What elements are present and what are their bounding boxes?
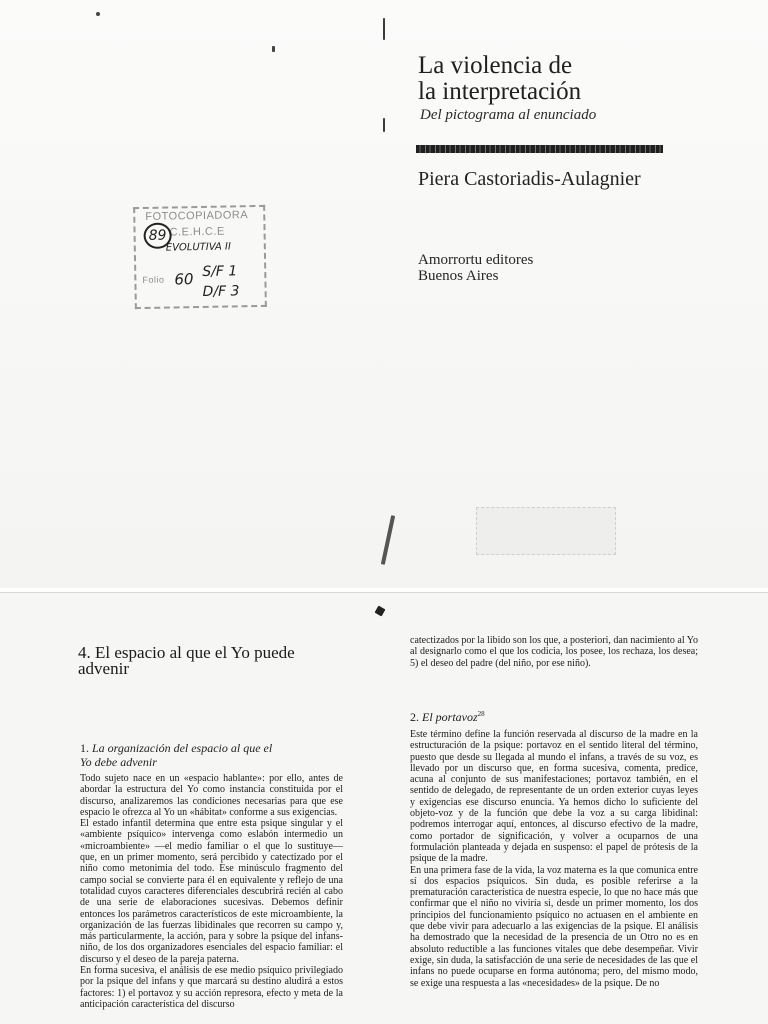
- left-body-text: [80, 773, 343, 1010]
- book-title-line-2: la interpretación: [418, 78, 582, 105]
- text-spread-sheet: [0, 592, 768, 1024]
- left-page: [0, 593, 384, 1024]
- faded-label: [476, 507, 616, 555]
- binding-mark: [383, 18, 385, 40]
- footnote-ref: 28: [477, 710, 485, 718]
- paragraph: El estado infantil determina que entre esta psique singular y el «ambiente psíquico» intervenga como eslabón intermedio un «microambiente» —el medio familiar o el que lo sustituye— que, en un primer momento, será percibido y catectizado por el niño como metonimia del todo. Ese minúsculo fragmento del campo social se convierte para él en equivalente y reflejo de una totalidad cuyos caracteres diferenciales descubrirá recién al cabo de una serie de elaboraciones sucesivas. Debemos definir entonces los parámetros característicos de este microambiente, la organización de las fuerzas libidinales que recorren su campo y, más particularmente, la acción, para y sobre la psique del infans-niño, de los dos organizadores esenciales del espacio familiar: el discurso y el deseo de la pareja paterna.: [80, 818, 343, 965]
- photocopy-stamp: [133, 205, 267, 309]
- section-2-number: 2.: [410, 710, 419, 724]
- book-subtitle: Del pictograma al enunciado: [420, 107, 597, 123]
- section-1-heading: [80, 741, 280, 769]
- paragraph: Todo sujeto nace en un «espacio hablante»: por ello, antes de abordar la estructura del Yo como instancia constituida por el discurso, analizaremos las condiciones necesarias para que ese espacio le ofrezca al Yo un «hábitat» conforme a sus exigencias.: [80, 773, 343, 818]
- stamp-org: FOTOCOPIADORA: [145, 209, 249, 223]
- section-1-number: 1.: [80, 741, 89, 755]
- section-1-title: La organización del espacio al que el Yo debe advenir: [80, 741, 273, 769]
- book-title-line-1: La violencia de: [418, 52, 573, 79]
- chapter-title: 4. El espacio al que el Yo puede advenir: [78, 643, 295, 678]
- section-2-heading: [410, 710, 485, 725]
- stamp-handwritten-number: 89: [143, 222, 171, 248]
- binding-mark: [383, 118, 385, 132]
- right-top-paragraph: catectizados por la libido son los que, a posteriori, dan nacimiento al Yo al designarlo como el que los codicia, los posee, los rechaza, los desea; 5) el deseo del padre (del niño, por ese niño).: [410, 635, 698, 669]
- stamp-institution: C.E.H.C.E: [169, 225, 225, 239]
- author-name: Piera Castoriadis-Aulagnier: [418, 168, 641, 190]
- paragraph: En una primera fase de la vida, la voz materna es la que comunica entre sí dos espacios psíquicos. Sin duda, es posible referirse a la prematuración característica de nuestra especie, lo que no hace más que confirmar que el niño no viviría si, desde un primer momento, los dos principios del funcionamiento psíquico no actuasen en el ambiente en que debe vivir para adecuarlo a las exigencias de la psique. El análisis ha demostrado que la necesidad de la presencia de un Otro no es en absoluto reductible a las funciones vitales que debe desempeñar. Vivir exige, sin duda, la satisfacción de una serie de necesidades de las que el infans no puede ocuparse en forma autónoma; pero, del mismo modo, se exige una respuesta a las «necesidades» de la psique. De no: [410, 864, 698, 989]
- stamp-handwritten-code-1: S/F 1: [202, 263, 238, 280]
- stamp-folio-label: Folio: [142, 274, 165, 286]
- stamp-handwritten-course: EVOLUTIVA II: [165, 241, 231, 254]
- title-rule: [416, 145, 663, 153]
- publisher-city: Buenos Aires: [418, 268, 499, 284]
- publisher-name: Amorrortu editores: [418, 252, 534, 268]
- scan-speck: [96, 12, 100, 16]
- stamp-handwritten-folio: 60: [174, 270, 194, 289]
- paragraph: Este término define la función reservada al discurso de la madre en la estructuración de la psique: portavoz en el sentido literal del término, puesto que desde su llegada al mundo el infans, a través de su voz, es llevado por un discurso que, en forma sucesiva, comenta, predice, acuna al conjunto de sus manifestaciones; portavoz también, en el sentido de delegado, de representante de un orden exterior cuyas leyes y exigencias ese discurso enuncia. Ya hemos dicho lo suficiente del objeto-voz y de la función que debe la voz a su carga libidinal: podremos interrogar aquí, entonces, al discurso efectivo de la madre, como portador de significación, y volver a ocuparnos de una formulación planteada y dejada en suspenso: el papel de prótesis de la psique de la madre.: [410, 729, 698, 865]
- stamp-handwritten-code-2: D/F 3: [202, 283, 240, 300]
- paragraph: En forma sucesiva, el análisis de ese medio psíquico privilegiado por la psique del infans y que marcará su destino aludirá a estos factores: 1) el portavoz y su acción represora, efecto y meta de la anticipación característica del discurso: [80, 965, 343, 1010]
- binding-mark: [381, 515, 395, 565]
- right-body-text: [410, 729, 698, 989]
- section-2-title: El portavoz: [422, 710, 478, 724]
- scan-speck: [272, 46, 275, 52]
